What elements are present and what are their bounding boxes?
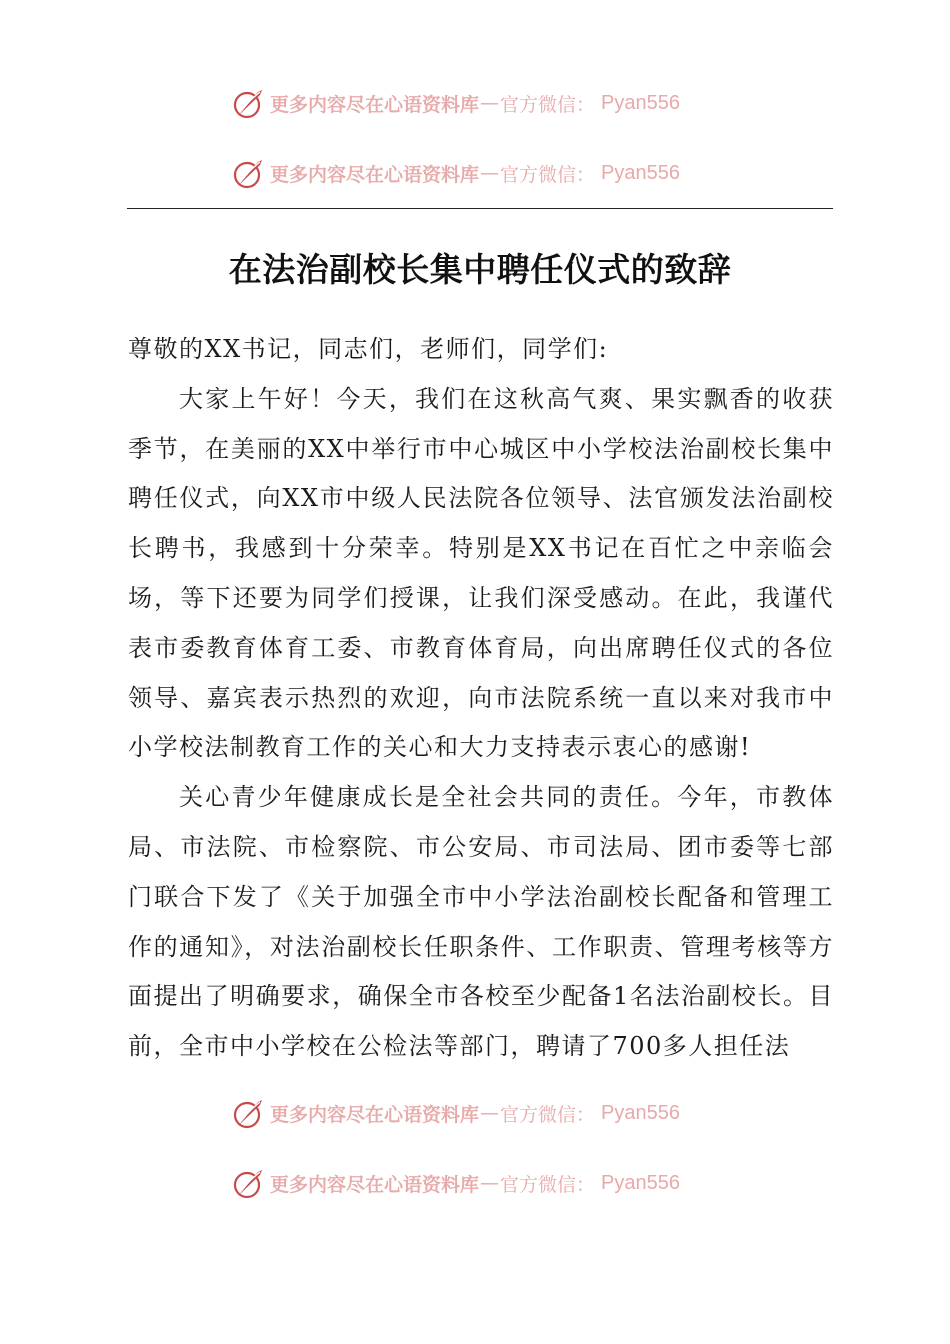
watermark-wechat-label: 官方微信： — [500, 1103, 596, 1126]
watermark-banner-4 — [232, 1165, 680, 1201]
quill-pen-logo-icon — [232, 1166, 266, 1200]
paragraph-2: 关心青少年健康成长是全社会共同的责任。今年，市教体局、市法院、市检察院、市公安局、市司法局、团市委等七部门联合下发了《关于加强全市中小学法治副校长配备和管理工作的通知》，对法治副校长任职条件、工作职责、管理考核等方面提出了明确要求，确保全市各校至少配备1名法治副校长。目前，全市中小学校在公检法等部门，聘请了700多人担任法 — [128, 783, 834, 1061]
watermark-dash: — — [480, 1102, 500, 1124]
watermark-banner-1 — [232, 85, 680, 121]
watermark-text: 更多内容尽在心语资料库 — [270, 93, 480, 116]
quill-pen-logo-icon — [232, 156, 266, 190]
watermark-dash: — — [480, 1172, 500, 1194]
document-title: 在法治副校长集中聘任仪式的致辞 — [228, 250, 732, 289]
document-body — [128, 325, 834, 1072]
watermark-text: 更多内容尽在心语资料库 — [270, 163, 480, 186]
paragraph-1: 大家上午好！今天，我们在这秋高气爽、果实飘香的收获季节，在美丽的XX中举行市中心城区中小学校法治副校长集中聘任仪式，向XX市中级人民法院各位领导、法官颁发法治副校长聘书，我感到十分荣幸。特别是XX书记在百忙之中亲临会场，等下还要为同学们授课，让我们深受感动。在此，我谨代表市委教育体育工委、市教育体育局，向出席聘任仪式的各位领导、嘉宾表示热烈的欢迎，向市法院系统一直以来对我市中小学校法制教育工作的关心和大力支持表示衷心的感谢! — [128, 384, 834, 762]
quill-pen-logo-icon — [232, 86, 266, 120]
watermark-wechat-id: Pyan556 — [601, 161, 680, 184]
watermark-banner-3 — [232, 1095, 680, 1131]
watermark-wechat-id: Pyan556 — [601, 91, 680, 114]
watermark-text: 更多内容尽在心语资料库 — [270, 1173, 480, 1196]
watermark-text: 更多内容尽在心语资料库 — [270, 1103, 480, 1126]
watermark-banner-2 — [232, 155, 680, 191]
watermark-wechat-id: Pyan556 — [601, 1171, 680, 1194]
watermark-dash: — — [480, 162, 500, 184]
quill-pen-logo-icon — [232, 1096, 266, 1130]
header-divider — [127, 208, 833, 209]
watermark-dash: — — [480, 92, 500, 114]
watermark-wechat-label: 官方微信： — [500, 1173, 596, 1196]
watermark-wechat-id: Pyan556 — [601, 1101, 680, 1124]
watermark-wechat-label: 官方微信： — [500, 93, 596, 116]
watermark-wechat-label: 官方微信： — [500, 163, 596, 186]
salutation: 尊敬的XX书记，同志们，老师们，同学们: — [128, 335, 609, 363]
